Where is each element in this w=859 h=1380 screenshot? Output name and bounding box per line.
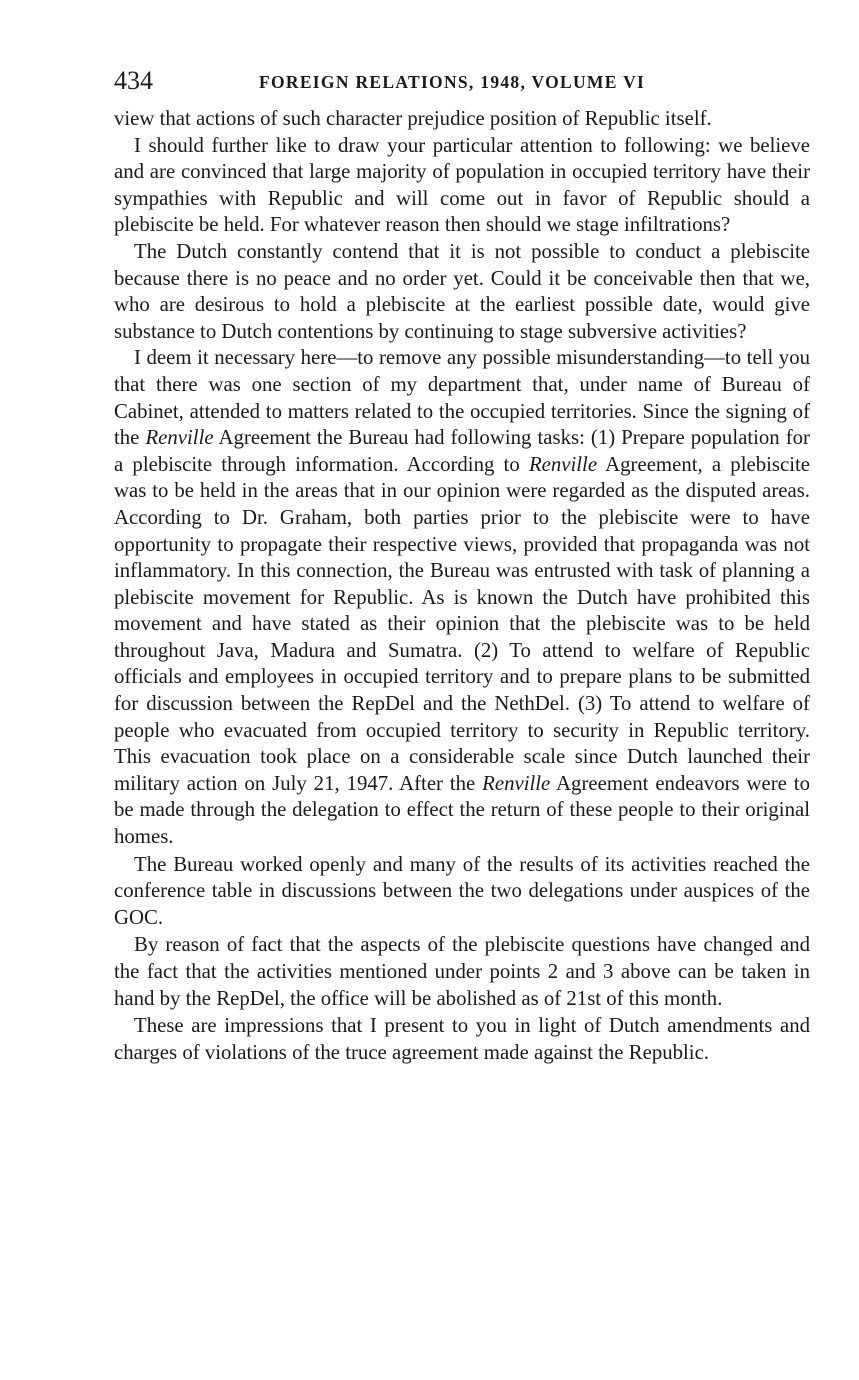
paragraph-continuation: view that actions of such character prejudice position of Republic itself. bbox=[114, 107, 712, 130]
paragraph-bureau-of-cabinet bbox=[114, 345, 810, 850]
paragraph-impressions: These are impressions that I present to you in light of Dutch amendments and charges of violations of the truce agreement made against the Republic. bbox=[114, 1014, 810, 1064]
italic-renville: Renville bbox=[145, 426, 214, 450]
text-run: Agreement, a plebiscite was to be held in the areas that in our opinion were regarded as the disputed areas. According to Dr. Graham, both parties prior to the plebiscite were to have opportunity to propagate their respective views, provided that propaganda was not inflammatory. In this connection, the Bureau was entrusted with task of planning a plebiscite movement for Republic. As is known the Dutch have prohibited this movement and have stated as their opinion that the plebiscite was to be held throughout Java, Madura and Sumatra. (2) To attend to welfare of Republic officials and employees in occupied territory and to prepare plans to be submitted for discussion between the RepDel and the NethDel. (3) To attend to welfare of people who evacuated from occupied territory to security in Republic territory. This evacuation took place on a considerable scale since Dutch launched their military action on July 21, 1947. After the bbox=[114, 452, 810, 795]
body-text bbox=[114, 106, 810, 1066]
text-run: Agreement the Bureau had following tasks: (1) Prepare population for a plebiscite through information. According to bbox=[114, 426, 810, 476]
italic-renville: Renville bbox=[528, 452, 598, 476]
italic-renville: Renville bbox=[482, 771, 551, 795]
running-title: FOREIGN RELATIONS, 1948, VOLUME VI bbox=[259, 72, 646, 92]
page-number: 434 bbox=[114, 66, 153, 95]
paragraph-bureau-openly: The Bureau worked openly and many of the results of its activities reached the conference table in discussions between the two delegations under auspices of the GOC. bbox=[114, 852, 810, 929]
document-page bbox=[114, 62, 810, 1066]
paragraph-dutch-contention: The Dutch constantly contend that it is not possible to conduct a plebiscite because there is no peace and no order yet. Could it be conceivable then that we, who are desirous to hold a plebiscite at the earliest possible date, would give substance to Dutch contentions by continuing to stage subversive activities? bbox=[114, 239, 810, 343]
paragraph-office-abolished: By reason of fact that the aspects of the plebiscite questions have changed and the fact that the activities mentioned under points 2 and 3 above can be taken in hand by the RepDel, the office will be abolished as of 21st of this month. bbox=[114, 933, 810, 1010]
paragraph-sympathies: I should further like to draw your particular attention to following: we believe and are convinced that large majority of population in occupied territory have their sympathies with Republic and will come out in favor of Republic should a plebiscite be held. For whatever reason then should we stage infiltrations? bbox=[114, 133, 810, 237]
running-header bbox=[114, 62, 810, 106]
text-run: Agreement endeavors were to be made through the delegation to effect the return of these people to their original homes. bbox=[114, 771, 810, 849]
text-run: I deem it necessary here—to remove any possible misunderstanding—to tell you that there was one section of my department that, under name of Bureau of Cabinet, attended to matters related to the occupied territories. Since the signing of the bbox=[114, 346, 810, 450]
